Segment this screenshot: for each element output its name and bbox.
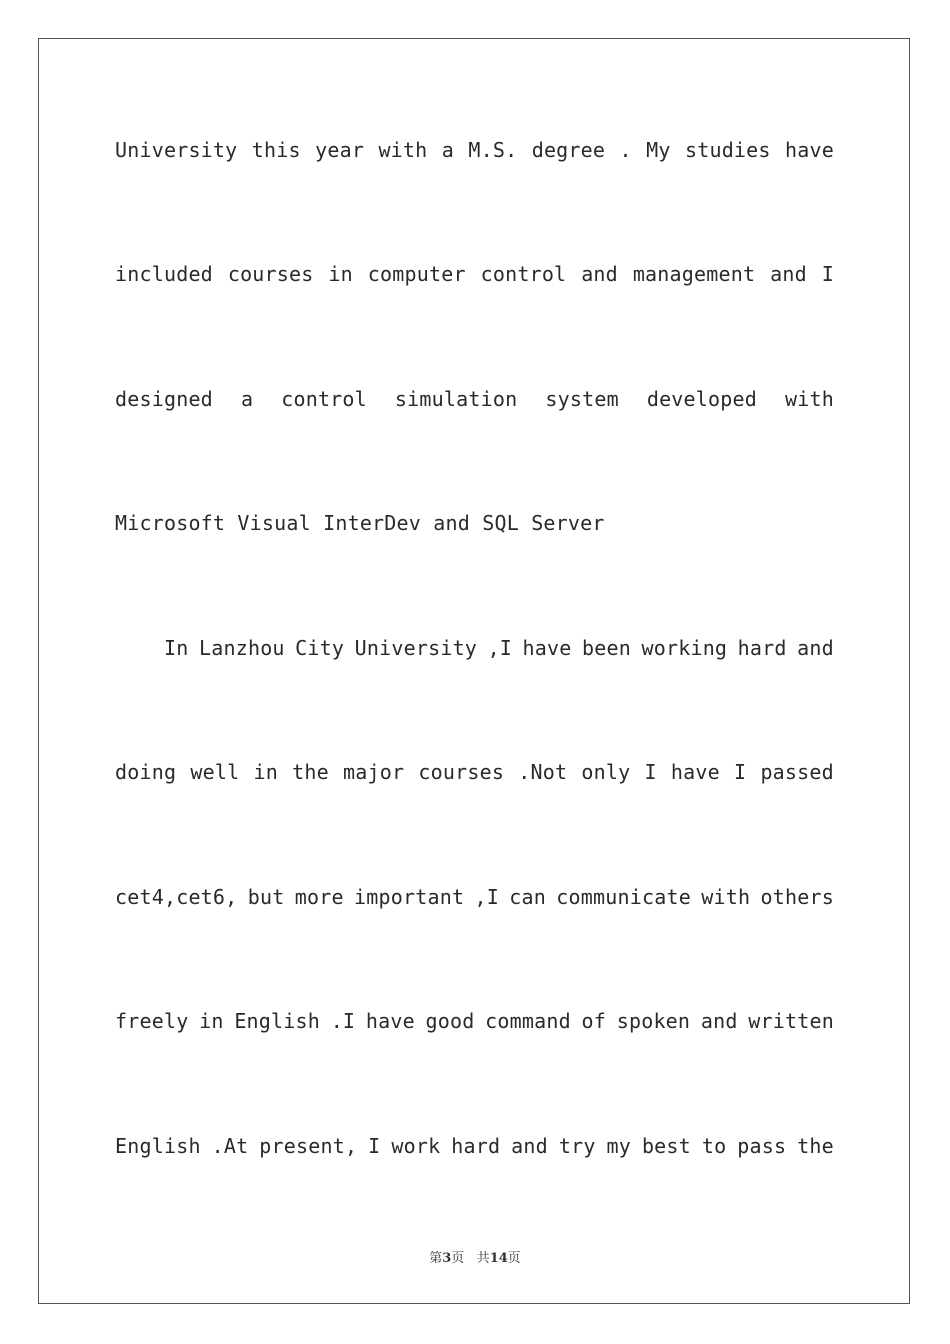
word: M.S. bbox=[468, 138, 518, 162]
word: can bbox=[509, 885, 546, 909]
word: have bbox=[365, 1009, 415, 1033]
word: management bbox=[632, 262, 756, 286]
word: only bbox=[581, 760, 631, 784]
word: and bbox=[581, 262, 618, 286]
word: well bbox=[190, 760, 240, 784]
word: doing bbox=[115, 760, 177, 784]
text-line-6 bbox=[115, 757, 834, 787]
word: more bbox=[294, 885, 344, 909]
word: computer bbox=[367, 262, 466, 286]
word: My bbox=[646, 138, 671, 162]
word: in bbox=[328, 262, 353, 286]
text-line-5 bbox=[115, 633, 834, 663]
word: to bbox=[701, 1134, 727, 1158]
word: simulation bbox=[394, 387, 518, 411]
word: studies bbox=[684, 138, 771, 162]
word: .At bbox=[211, 1134, 249, 1158]
text-line-3 bbox=[115, 384, 834, 414]
word: pass bbox=[737, 1134, 787, 1158]
word: I bbox=[368, 1134, 381, 1158]
word: major bbox=[343, 760, 405, 784]
word: freely bbox=[115, 1009, 189, 1033]
text-line-2 bbox=[115, 259, 834, 289]
text-line-1 bbox=[115, 135, 834, 165]
word: been bbox=[582, 636, 631, 660]
paragraph-end: Microsoft Visual InterDev and SQL Server bbox=[115, 511, 605, 535]
footer-total-prefix: 共 bbox=[476, 1251, 490, 1266]
footer-total-suffix: 页 bbox=[507, 1251, 521, 1266]
word: I bbox=[821, 262, 834, 286]
word: passed bbox=[760, 760, 834, 784]
word: City bbox=[295, 636, 345, 660]
word: control bbox=[281, 387, 367, 411]
word: present, bbox=[259, 1134, 358, 1158]
word: try bbox=[558, 1134, 596, 1158]
word: a bbox=[441, 138, 455, 162]
word: and bbox=[700, 1009, 738, 1033]
word: and bbox=[797, 636, 834, 660]
word: courses bbox=[418, 760, 505, 784]
text-line-8 bbox=[115, 1006, 834, 1036]
word: have bbox=[785, 138, 834, 162]
word: and bbox=[511, 1134, 548, 1158]
text-line-9 bbox=[115, 1131, 834, 1161]
word: English bbox=[115, 1134, 201, 1158]
word: best bbox=[641, 1134, 691, 1158]
word: included bbox=[115, 262, 213, 286]
word: hard bbox=[737, 636, 787, 660]
word: my bbox=[606, 1134, 631, 1158]
word: ,I bbox=[487, 636, 513, 660]
word: spoken bbox=[616, 1009, 691, 1033]
word: ,I bbox=[474, 885, 499, 909]
word: courses bbox=[227, 262, 314, 286]
word: I bbox=[644, 760, 657, 784]
page-footer bbox=[0, 1247, 950, 1266]
text-line-7 bbox=[115, 882, 834, 912]
total-pages-number: 14 bbox=[489, 1251, 508, 1266]
text-line-4 bbox=[115, 508, 834, 538]
word: but bbox=[247, 885, 285, 909]
footer-prefix: 第 bbox=[429, 1251, 443, 1266]
word: system bbox=[545, 387, 619, 411]
word: others bbox=[760, 885, 834, 909]
word: important bbox=[354, 885, 465, 909]
word: good bbox=[425, 1009, 475, 1033]
word: University bbox=[354, 636, 478, 660]
word: .Not bbox=[518, 760, 568, 784]
word: with bbox=[378, 138, 428, 162]
word: in bbox=[199, 1009, 224, 1033]
word: work bbox=[391, 1134, 441, 1158]
word: with bbox=[785, 387, 834, 411]
word: this bbox=[251, 138, 301, 162]
word: a bbox=[240, 387, 254, 411]
word: In bbox=[164, 636, 189, 660]
word: have bbox=[670, 760, 720, 784]
footer-page-suffix: 页 bbox=[451, 1251, 465, 1266]
word: communicate bbox=[556, 885, 691, 909]
word: and bbox=[770, 262, 807, 286]
word: working bbox=[641, 636, 728, 660]
word: .I bbox=[330, 1009, 356, 1033]
word: hard bbox=[451, 1134, 501, 1158]
word: Lanzhou bbox=[198, 636, 285, 660]
word: the bbox=[292, 760, 329, 784]
word: in bbox=[253, 760, 278, 784]
word: cet4,cet6, bbox=[115, 885, 238, 909]
word: English bbox=[234, 1009, 320, 1033]
current-page-number: 3 bbox=[442, 1251, 452, 1266]
word: have bbox=[522, 636, 572, 660]
word: designed bbox=[115, 387, 213, 411]
word: I bbox=[734, 760, 747, 784]
word: University bbox=[115, 138, 238, 162]
word: command bbox=[485, 1009, 571, 1033]
word: the bbox=[797, 1134, 834, 1158]
word: year bbox=[315, 138, 365, 162]
word: written bbox=[748, 1009, 834, 1033]
word: . bbox=[619, 138, 632, 162]
word: degree bbox=[531, 138, 606, 162]
word: with bbox=[701, 885, 751, 909]
word: control bbox=[480, 262, 567, 286]
word: of bbox=[581, 1009, 607, 1033]
page-frame bbox=[38, 38, 910, 1304]
word: developed bbox=[646, 387, 757, 411]
